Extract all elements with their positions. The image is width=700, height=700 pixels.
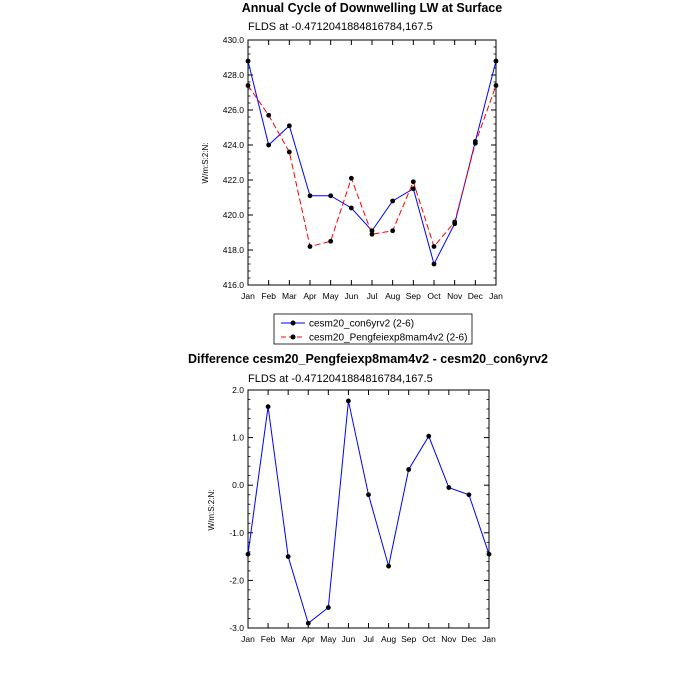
chart1-x-tick-label: Aug: [385, 291, 401, 301]
chart1-series-1-point: [287, 123, 292, 128]
chart2-series-1-point: [306, 621, 311, 626]
chart1-y-tick-label: 418.0: [222, 245, 244, 255]
chart2-series-1-point: [487, 552, 492, 557]
chart2-x-tick-label: May: [320, 634, 337, 644]
chart1-series-1-point: [432, 262, 437, 267]
chart1-x-tick-label: Jul: [366, 291, 378, 301]
chart1-series-2-point: [349, 176, 354, 181]
chart1-title: Annual Cycle of Downwelling LW at Surface: [241, 1, 503, 15]
chart1-x-tick-label: Jun: [344, 291, 359, 301]
chart1-series-1-point: [494, 59, 499, 64]
chart2-x-tick-label: Nov: [441, 634, 457, 644]
chart1-series-1-point: [390, 199, 395, 204]
chart1-x-tick-label: Sep: [405, 291, 421, 301]
chart1-x-tick-label: Oct: [427, 291, 441, 301]
chart2-series-1-point: [406, 467, 411, 472]
chart1-series-2-point: [328, 239, 333, 244]
chart1-x-tick-label: Dec: [467, 291, 483, 301]
chart1-y-tick-label: 422.0: [222, 175, 244, 185]
legend-label-series-2: cesm20_Pengfeiexp8mam4v2 (2-6): [309, 332, 468, 344]
chart2-series-1-point: [266, 404, 271, 409]
chart2-y-tick-label: -3.0: [229, 623, 244, 633]
chart1-legend: [274, 314, 472, 344]
chart2-y-tick-label: 0.0: [232, 480, 244, 491]
chart2-series-1-point: [467, 492, 472, 497]
chart2-y-tick-label: 1.0: [232, 432, 244, 443]
chart2-x-tick-label: Feb: [260, 634, 276, 644]
legend-marker-series-1: [291, 321, 296, 326]
chart1-y-axis-label: W/m:S:2:N:: [201, 142, 210, 184]
chart1-x-tick-label: Jan: [241, 291, 255, 301]
chart1-series-1-point: [246, 59, 251, 64]
chart1-y-tick-label: 416.0: [222, 280, 244, 290]
chart1-series-1-point: [328, 193, 333, 198]
chart2-series-1-point: [346, 399, 351, 404]
chart1-y-tick-label: 430.0: [222, 35, 244, 45]
chart1-x-tick-label: Feb: [261, 291, 276, 301]
chart2-series-1-point: [426, 434, 431, 439]
chart1-series-1-point: [349, 206, 354, 211]
chart1-series-2-point: [452, 220, 457, 225]
annual-cycle-chart: [201, 1, 503, 301]
chart2-x-tick-label: Sep: [401, 634, 417, 644]
chart1-series-2-point: [390, 228, 395, 233]
chart1-series-2-point: [411, 179, 416, 184]
chart2-x-tick-label: Mar: [280, 634, 296, 644]
chart1-x-tick-label: May: [322, 291, 339, 301]
chart2-series-1-point: [246, 552, 251, 557]
chart1-subtitle: FLDS at -0.4712041884816784,167.5: [248, 21, 433, 33]
chart2-x-tick-label: Dec: [461, 634, 477, 644]
chart1-y-tick-label: 420.0: [222, 210, 244, 220]
chart2-title: Difference cesm20_Pengfeiexp8mam4v2 - cesm20_con6yrv2: [188, 352, 548, 366]
chart2-y-tick-label: 2.0: [232, 385, 244, 395]
chart2-y-tick-label: -1.0: [229, 527, 244, 538]
chart2-x-tick-label: Jul: [363, 634, 374, 644]
chart1-x-tick-label: Apr: [303, 291, 317, 301]
chart2-x-tick-label: Aug: [381, 634, 397, 644]
chart2-series-1-point: [386, 564, 391, 569]
chart1-y-tick-label: 428.0: [222, 70, 244, 80]
chart1-x-tick-label: Mar: [282, 291, 297, 301]
chart1-x-tick-label: Nov: [447, 291, 463, 301]
legend-label-series-1: cesm20_con6yrv2 (2-6): [309, 318, 415, 330]
chart2-x-tick-label: Jun: [341, 634, 356, 644]
chart1-series-2-point: [370, 232, 375, 237]
chart2-x-tick-label: Jan: [482, 634, 496, 644]
chart1-y-tick-label: 424.0: [222, 140, 244, 150]
chart1-y-tick-label: 426.0: [222, 105, 244, 115]
chart2-series-1-point: [286, 554, 291, 559]
chart2-x-tick-label: Oct: [422, 634, 436, 644]
chart1-series-2-point: [308, 244, 313, 249]
chart1-series-1-point: [411, 186, 416, 191]
chart2-x-tick-label: Apr: [301, 634, 315, 644]
difference-chart: [188, 352, 548, 644]
chart2-plot-frame: [248, 390, 489, 628]
chart1-series-2-point: [287, 150, 292, 155]
chart2-series-1-line: [248, 401, 489, 623]
chart2-series-1-point: [366, 492, 371, 497]
chart1-series-1-point: [266, 143, 271, 148]
chart1-series-1-point: [308, 193, 313, 198]
legend-marker-series-2: [291, 335, 296, 340]
chart1-series-2-point: [432, 244, 437, 249]
chart1-x-tick-label: Jan: [489, 291, 503, 301]
chart1-series-2-point: [266, 113, 271, 118]
chart1-series-2-point: [473, 141, 478, 146]
chart1-series-2-point: [246, 83, 251, 88]
chart2-series-1-point: [446, 485, 451, 490]
chart1-series-2-point: [494, 83, 499, 88]
chart2-y-axis-label: W/m:S:2:N:: [207, 489, 216, 531]
chart2-subtitle: FLDS at -0.4712041884816784,167.5: [248, 373, 433, 385]
chart1-series-2-line: [248, 86, 496, 247]
chart2-series-1-point: [326, 605, 331, 610]
chart2-x-tick-label: Jan: [241, 634, 255, 644]
chart2-y-tick-label: -2.0: [229, 575, 244, 586]
chart1-plot-frame: [248, 40, 496, 285]
